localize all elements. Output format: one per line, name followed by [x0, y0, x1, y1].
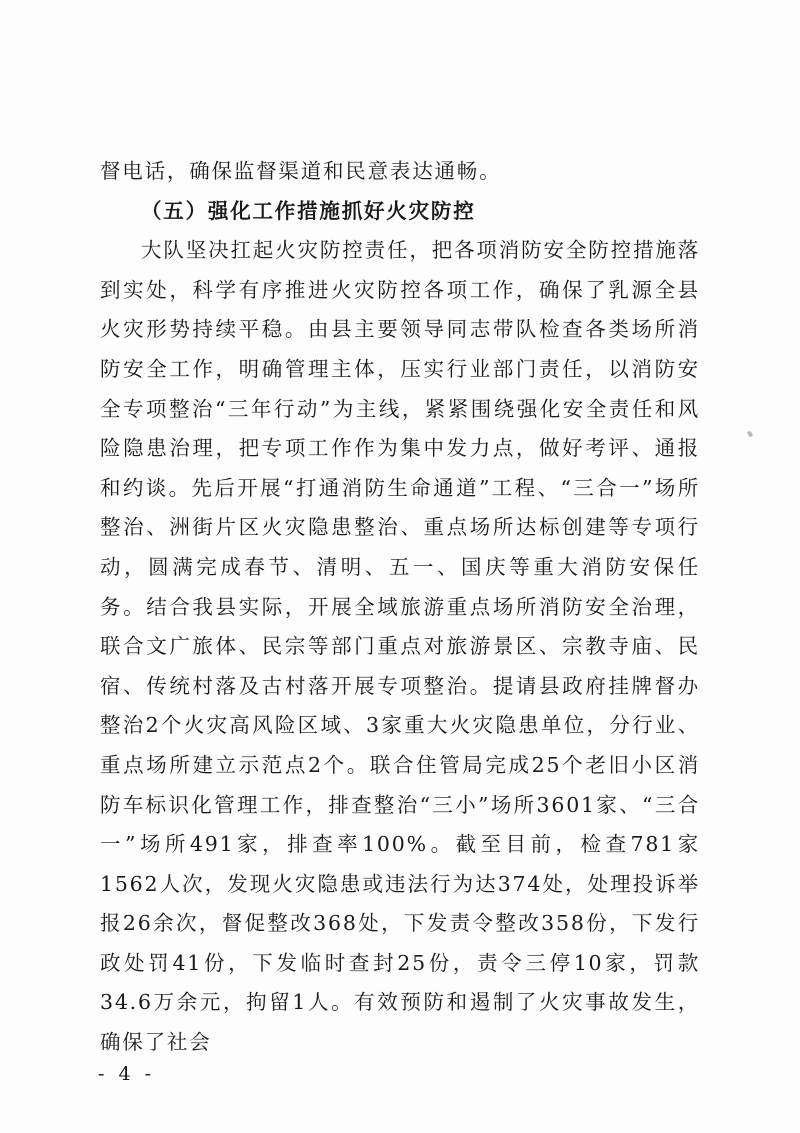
page-number: - 4 -	[98, 1063, 156, 1085]
body-paragraph: 大队坚决扛起火灾防控责任，把各项消防安全防控措施落到实处，科学有序推进火灾防控各项工作，确保了乳源全县火灾形势持续平稳。由县主要领导同志带队检查各类场所消防安全工作，明确管理主体，压实行业部门责任，以消防安全专项整治“三年行动”为主线，紧紧围绕强化安全责任和风险隐患治理，把专项工作作为集中发力点，做好考评、通报和约谈。先后开展“打通消防生命通道”工程、“三合一”场所整治、洲街片区火灾隐患整治、重点场所达标创建等专项行动，圆满完成春节、清明、五一、国庆等重大消防安保任务。结合我县实际，开展全域旅游重点场所消防安全治理，联合文广旅体、民宗等部门重点对旅游景区、宗教寺庙、民宿、传统村落及古村落开展专项整治。提请县政府挂牌督办整治2个火灾高风险区域、3家重大火灾隐患单位，分行业、重点场所建立示范点2个。联合住管局完成25个老旧小区消防车标识化管理工作，排查整治“三小”场所3601家、“三合一”场所491家，排查率100%。截至目前，检查781家1562人次，发现火灾隐患或违法行为达374处，处理投诉举报26余次，督促整改368处，下发责令整改358份，下发行政处罚41份，下发临时查封25份，责令三停10家，罚款34.6万余元，拘留1人。有效预防和遏制了火灾事故发生，确保了社会	[100, 238, 700, 1055]
section-heading: （五）强化工作措施抓好火灾防控	[141, 198, 476, 223]
document-body	[100, 152, 700, 1063]
scan-speck	[747, 430, 754, 437]
continuation-text: 督电话，确保监督渠道和民意表达通畅。	[100, 159, 502, 183]
